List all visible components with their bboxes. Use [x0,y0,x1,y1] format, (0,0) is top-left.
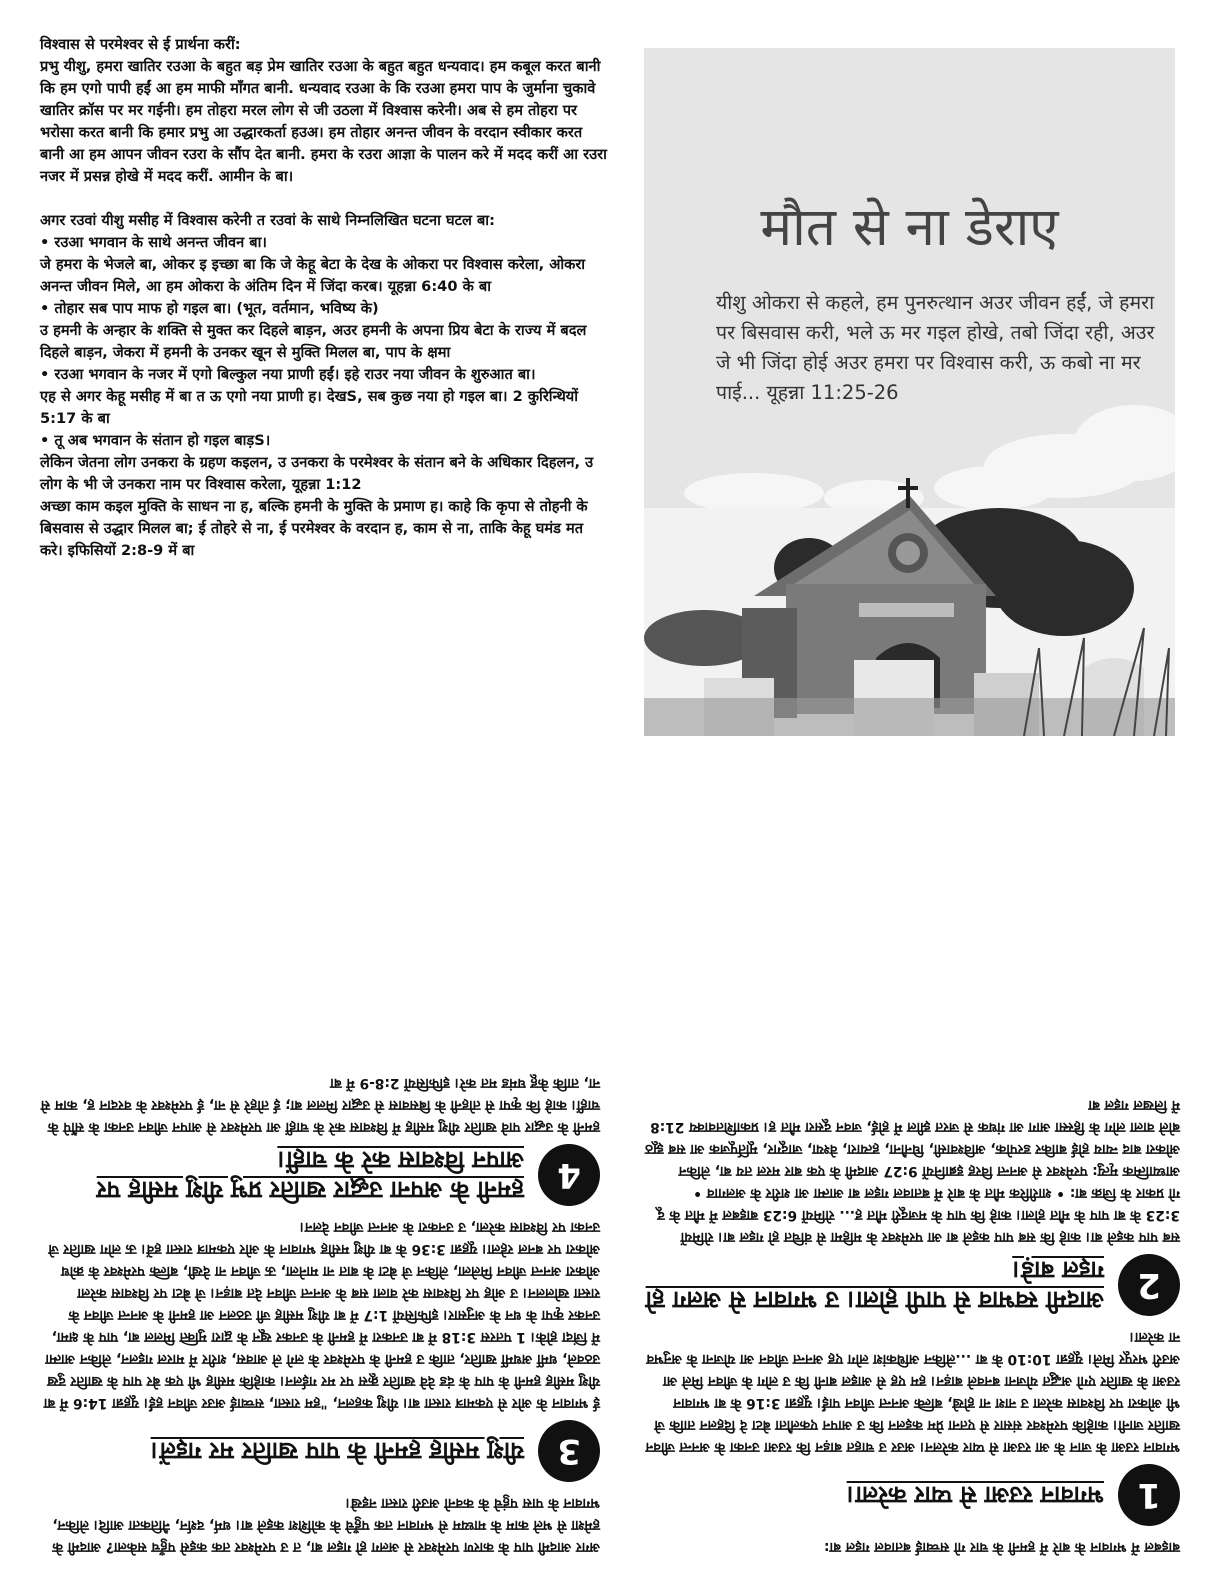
panel-sections-3-4 [40,788,600,1558]
closing-text: अच्छा काम कइल मुक्ति के साधन ना ह, बल्कि हमनी के मुक्ति के प्रमाण ह। काहे कि कृपा से तोहनी के बिसवास से उद्धार मिलल बा; ई तोहरे से ना, ई परमेश्वर के वरदान ह, काम से ना, ताकि केहू घमंड मत करे। इफिसियों 2:8-9 में बा [40,498,588,559]
section-number-badge: 1 [1118,1464,1180,1526]
panel-intro: अगर आदमी पाप के कारण परमेश्वर से अलग हो गइल बा, त उ परमेश्वर तक कइसे पहुँच सकेला? आदमी के हमेशा से भले काम के माध्यम से भगवान तक पहुँचे के कोशिश कइले बा। धर्म, दर्शन, नैतिकता आदि। लेकिन, भगवान के पास पहुंचे के कवनो अउरी रास्ता नइखे। [52,1495,600,1555]
section-number-badge: 2 [1118,1254,1180,1316]
bullet-eternal-life-text: जे हमरा के भेजले बा, ओकर इ इच्छा बा कि जे केहू बेटा के देख के ओकरा पर विश्वास करेला, ओकरा अनन्त जीवन मिले, आ हम ओकरा के अंतिम दिन में जिंदा करब। यूहन्ना 6:40 के बा [40,256,586,295]
section-title: यीशु मसीह हमनी के पाप खातिर मर गइलें। [150,1437,524,1465]
section-2-header [645,1254,1180,1316]
section-title: हमनी के अपना उद्धार खातिर प्रभु यीशु मसीह पर आपन विश्वास करे के चाहीं। [96,1146,524,1204]
section-number-badge: 4 [538,1144,600,1206]
section-2-text: सब पाप कइले बा। काहे कि सब पाप कइले बा आ परमेश्वर के महिमा से वंचित हो गइल बा। रोमियों 3:23 के बा पाप के मौत होला। काहे कि पाप के मजदूरी मौत ह... रोमियों 6:23 बाइबल में मौत के दू गो प्रकार के जिक्र बा: • शारीरिक मौत के बारे में बतावल गइल बा आत्मा आ शरीर के अलगाव • आध्यात्मिक मृत्यु: परमेश्वर से अनन्त विरह इब्रानियों 9:27 आदमी के एक बार मरल तय बा, लेकिन ओकरा बाद न्याय होई बाकिर डरपोक, अविश्वासी, घिनौना, हत्यारा, वेश्या, जादूगर, मूर्तिपूजक आ सब झूठ बोले वाला लोग के हिस्सा आग आ गंधक से जरत झील में होई, जवन दूसरा मौत ह। प्रकाशितवाक्य 21:8 में लिखल गइल बा [645,1097,1180,1245]
section-title: आदमी स्वभाव से पापी होला। उ भगवान से अलग हो गइल बाड़े। [645,1256,1104,1314]
section-4-text: हमनी के उद्धार पावे खातिर यीशु मसीह में विश्वास करे के चाहीं आ परमेश्वर से आपन जीवन उनका के सौंपे के चाहीं। काहे कि कृपा से तोहनी के बिसवास से उद्धार मिलल बा; ई तोहरे से ना, ई परमेश्वर के वरदान ह, काम से ना, ताकि केहू घमंड मत करे। इफिसियों 2:8-9 में बा [40,1075,600,1135]
panel-intro: बाइबल में भगवान के बारे में हमनी के चार गो सच्चाई बतावल गइल बा: [823,1539,1180,1555]
section-number-badge: 3 [538,1420,600,1482]
cover-verse: यीशु ओकरा से कहले, हम पुनरुत्थान अउर जीवन हईं, जे हमरा पर बिसवास करी, भले ऊ मर गइल होखे, तबो जिंदा रही, अउर जे भी जिंदा होई अउर हमरा पर विश्वास करी, ऊ कबो ना मर पाई... यूहन्ना 11:25-26 [716,291,1155,404]
bullet-child-of-god: • तू अब भगवान के संतान हो गइल बाड़S। [40,432,271,449]
bullet-eternal-life: • रउआ भगवान के साथे अनन्त जीवन बा। [40,234,267,251]
panel-sections-1-2 [645,788,1180,1558]
bullet-child-of-god-text: लेकिन जेतना लोग उनकरा के ग्रहण कइलन, उ उनकरा के परमेश्वर के संतान बने के अधिकार दिहलन, उ लोग के भी जे उनकरा नाम पर विश्वास करेला, यूहन्ना 1:12 [40,454,594,493]
section-1-text: भगवान रउआ के जान के आ रउआ से प्यार करेलन। अउर उ चाहत बाड़न कि रउआ उनका के अनन्त जीवन खातिर जानी। काहेकि परमेश्वर संसार से एतना प्रेम कइलन कि उ आपन एकलौता बेटा दे दिहलन ताकि जे भी ओकरा पर विश्वास करेला उ नाश ना होखे, बल्कि अनन्त जीवन पाईं। यूहन्ना 3:16 के बा भगवान रउआ के खातिर एगो अद्भुत योजना बनवले बाड़न। हम एह से आइल बानी कि उ लोग के जीवन मिले आ अउरी भरपूर मिले। यूहन्ना 10:10 के बा ...लेकिन अधिकांश लोग एह अनन्त जीवन आ योजना के अनुभव ना करेला। [645,1329,1180,1455]
bullet-forgiven-text: उ हमनी के अन्हार के शक्ति से मुक्त कर दिहले बाड़न, अउर हमनी के अपना प्रिय बेटा के राज्य में बदल दिहले बाड़न, जेकरा में हमनी के उनकर खून से मुक्ति मिलल बा, पाप के क्षमा [40,322,587,361]
cover-panel [644,48,1175,736]
bullet-new-creation-text: एह से अगर केहू मसीह में बा त ऊ एगो नया प्राणी ह। देखS, सब कुछ नया हो गइल बा। 2 कुरिन्थियों 5:17 के बा [40,388,579,427]
bullet-new-creation: • रउआ भगवान के नजर में एगो बिल्कुल नया प्राणी हईं। इहे राउर नया जीवन के शुरुआत बा। [40,366,536,383]
section-title: भगवान रउआ से प्यार करेला। [846,1481,1104,1509]
prayer-heading: विश्वास से परमेश्वर से ई प्रार्थना करीं: [40,36,241,53]
spacer [40,188,610,210]
consequences-intro: अगर रउवां यीशु मसीह में विश्वास करेनी त रउवां के साथे निम्नलिखित घटना घटल बा: [40,212,495,229]
bullet-forgiven: • तोहार सब पाप माफ हो गइल बा। (भूत, वर्तमान, भविष्य के) [40,300,379,317]
church-graveyard-image [644,48,1175,736]
cover-title: मौत से ना डेराए [760,197,1059,258]
section-3-text: ई भगवान के ओर से एकमात्र रास्ता बा। यीशु कहलन, "हम रास्ता, सच्चाई अउर जीवन हईं। यूहन्ना 14:6 में बा यीशु मसीह हमनी के पाप के दंड देवे खातिर क्रूस पर मर गईलन। काहेकि मसीह भी एक बेर पाप के खातिर दुख उठवले, धर्मी अधर्मी खातिर, ताकि उ हमनी के परमेश्वर के लगे ले आवस, शरीर में मारल गइलन, लेकिन आत्मा में जिंदा होके। 1 पतरस 3:18 में बा उनकरा में हमनी के उनकर खून के द्वारा मुक्ति मिलल बा, पाप के क्षमा, उनकर कृपा के धन के अनुसार। इफिसियों 1:7 में बा यीशु मसीह जी उठलन आ हमनी के अनन्त जीवन के रास्ता खोललन। उ ओह पर विश्वास करे वाला सब के अनन्त जीवन देत बाड़न। जे बेटा पर विश्वास करेला ओकरा अनन्त जीवन मिलेला, लेकिन जे बेटा के बात ना मानेला, ऊ जीवन ना देखी, बल्कि परमेश्वर के क्रोध ओकरा पर बनल रहेला। यूहन्ना 3:36 के बा यीशु मसीह भगवान के ओर एकमात्र रास्ता हवें। ऊ लोग खातिर जे उनका पर विश्वास करेला, उ उनकरा के अनन्त जीवन देलन। [43,1219,600,1411]
section-4-header [40,1144,600,1206]
section-1-header [645,1464,1180,1526]
prayer-body: प्रभु यीशु, हमरा खातिर रउआ के बहुत बड़ प्रेम खातिर रउआ के बहुत बहुत धन्यवाद। हम कबूल करत बानी कि हम एगो पापी हईं आ हम माफी माँगत बानी. धन्यवाद रउआ के कि रउआ हमरा पाप के जुर्माना चुकावे खातिर क्रॉस पर मर गईनी। हम तोहरा मरल लोग से जी उठला में विश्वास करेनी। अब से हम तोहरा पर भरोसा करत बानी कि हमार प्रभु आ उद्धारकर्ता हउअ। हम तोहार अनन्त जीवन के वरदान स्वीकार करत बानी आ हम आपन जीवन रउरा के सौंप देत बानी. हमरा के रउरा आज्ञा के पालन करे में मदद करीं आ रउरा नजर में प्रसन्न होखे में मदद करीं. आमीन के बा। [40,58,607,185]
section-3-header [40,1420,600,1482]
prayer-panel [40,34,610,562]
